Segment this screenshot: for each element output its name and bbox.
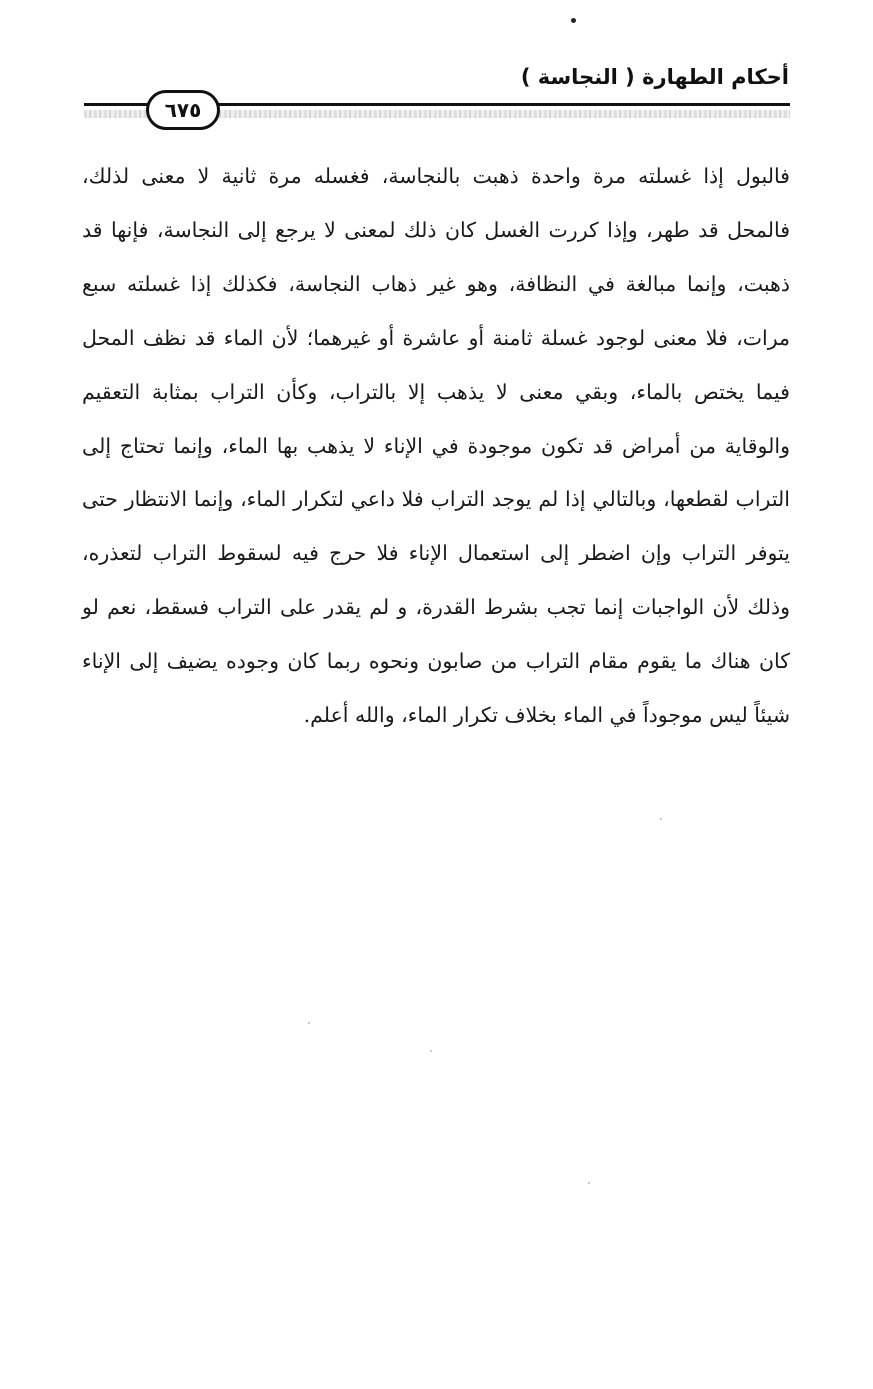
- running-header-title: أحكام الطهارة ( النجاسة ): [520, 65, 789, 89]
- scan-speck: [588, 1182, 590, 1184]
- scan-speck: [430, 1050, 432, 1052]
- scan-speck: [308, 1022, 310, 1024]
- page-number-badge: [146, 90, 220, 130]
- page-number: ٦٧٥: [164, 98, 202, 122]
- body-paragraph: فالبول إذا غسلته مرة واحدة ذهبت بالنجاسة، فغسله مرة ثانية لا معنى لذلك، فالمحل قد طهر، وإذا كررت الغسل كان ذلك لمعنى لا يرجع إلى النجاسة، فإنها قد ذهبت، وإنما مبالغة في النظافة، وهو غير ذهاب النجاسة، فكذلك إذا غسلته سبع مرات، فلا معنى لوجود غسلة ثامنة أو عاشرة أو غيرهما؛ لأن الماء قد نظف المحل فيما يختص بالماء، وبقي معنى لا يذهب إلا بالتراب، وكأن التراب بمثابة التعقيم والوقاية من أمراض قد تكون موجودة في الإناء لا يذهب بها الماء، وإنما تحتاج إلى التراب لقطعها، وبالتالي إذا لم يوجد التراب فلا داعي لتكرار الماء، وإنما الانتظار حتى يتوفر التراب وإن اضطر إلى استعمال الإناء فلا حرج فيه لسقوط التراب لتعذره، وذلك لأن الواجبات إنما تجب بشرط القدرة، و لم يقدر على التراب فسقط، نعم لو كان هناك ما يقوم مقام التراب من صابون ونحوه ربما كان وجوده يضيف إلى الإناء شيئاً ليس موجوداً في الماء بخلاف تكرار الماء، والله أعلم.: [82, 164, 790, 728]
- page-dot: [571, 18, 576, 23]
- scan-speck: [660, 818, 662, 820]
